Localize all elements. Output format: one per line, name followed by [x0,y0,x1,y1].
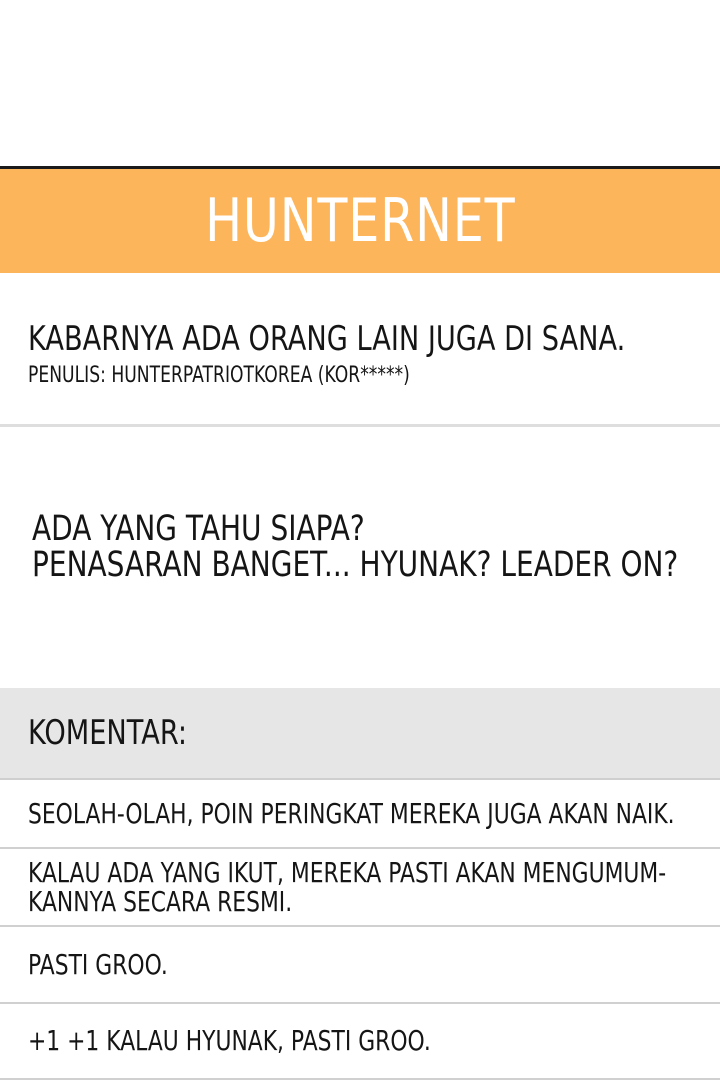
post-author: PENULIS: HUNTERPATRIOTKOREA (KOR*****) [28,363,410,388]
site-title: HUNTERNET [204,186,516,256]
site-header [0,166,720,273]
top-blank-area [0,0,720,166]
post-header [0,273,720,427]
comment-item [0,849,720,927]
post-body-line: ADA YANG TAHU SIAPA? [32,509,365,549]
comments-label: KOMENTAR: [28,713,188,753]
post-body [0,427,720,688]
comment-text: KALAU ADA YANG IKUT, MEREKA PASTI AKAN MENGUMUM- [28,856,667,889]
comment-text: +1 +1 KALAU HYUNAK, PASTI GROO. [28,1024,431,1057]
comment-text: KANNYA SECARA RESMI. [28,885,293,918]
comment-item [0,927,720,1004]
comments-header [0,688,720,780]
comment-item [0,1004,720,1080]
post-title: KABARNYA ADA ORANG LAIN JUGA DI SANA. [28,319,626,359]
comment-text: PASTI GROO. [28,947,168,981]
post-body-line: PENASARAN BANGET... HYUNAK? LEADER ON? [32,545,679,585]
comment-item [0,780,720,849]
comment-text: SEOLAH-OLAH, POIN PERINGKAT MEREKA JUGA AKAN NAIK. [28,796,675,830]
